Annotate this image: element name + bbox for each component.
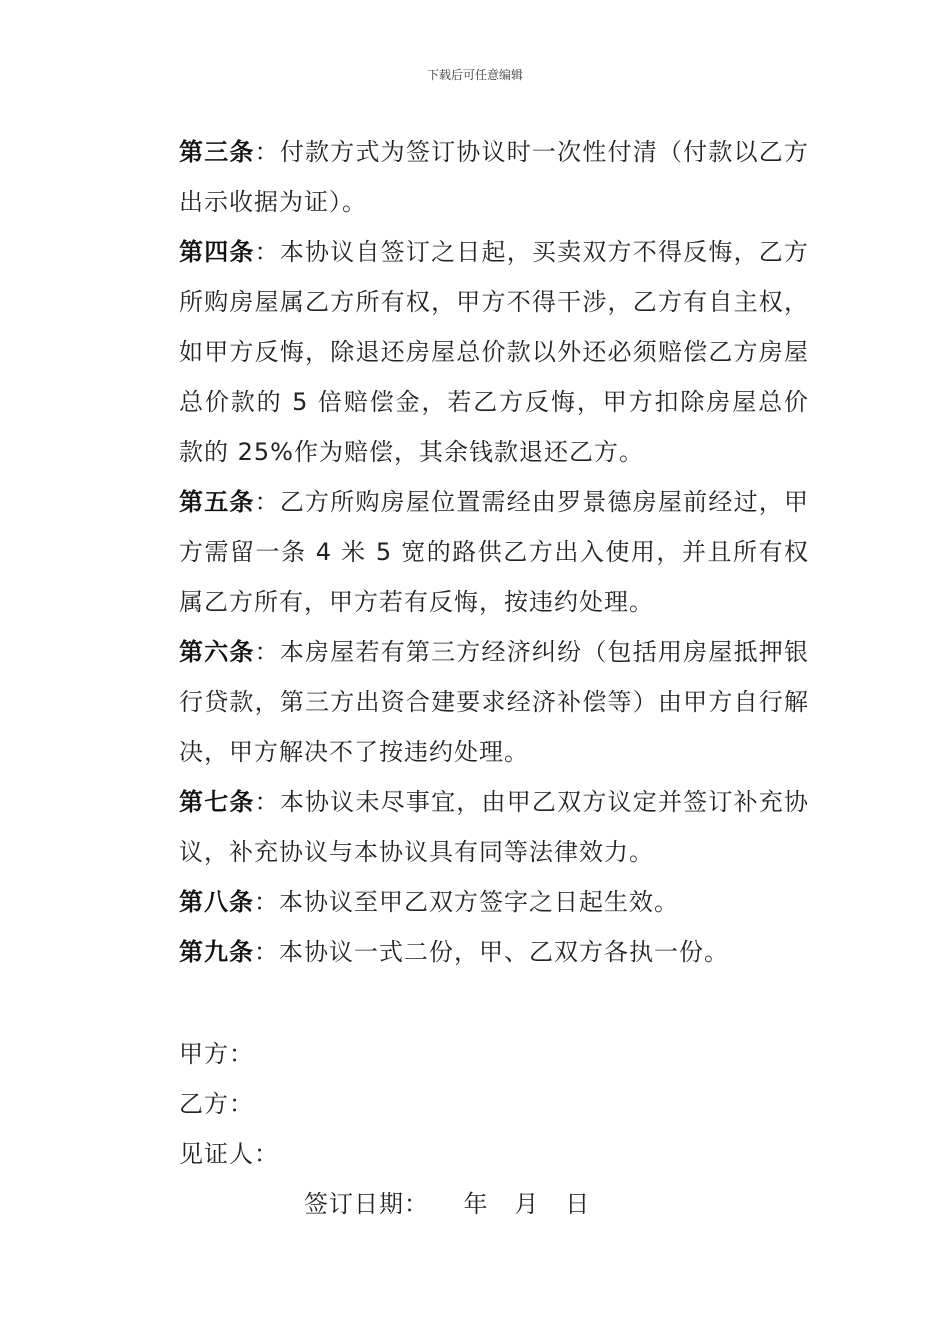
article-text: ：本协议一式二份，甲、乙双方各执一份。 [254, 938, 729, 966]
article-7 [179, 777, 809, 877]
article-6 [179, 627, 809, 777]
article-label: 第六条 [179, 638, 255, 666]
article-3 [179, 127, 809, 227]
article-5 [179, 477, 809, 627]
page-header: 下载后可任意编辑 [426, 68, 523, 82]
article-text: ：付款方式为签订协议时一次性付清（付款以乙方出示收据为证）。 [179, 138, 809, 216]
signature-block [179, 1029, 809, 1229]
article-9 [179, 927, 809, 977]
article-4 [179, 227, 809, 477]
article-text: ：乙方所购房屋位置需经由罗景德房屋前经过，甲方需留一条 4 米 5 宽的路供乙方出入使用，并且所有权属乙方所有，甲方若有反悔，按违约处理。 [179, 488, 809, 616]
article-text: ：本协议至甲乙双方签字之日起生效。 [254, 888, 679, 916]
article-text: ：本房屋若有第三方经济纠纷（包括用房屋抵押银行贷款，第三方出资合建要求经济补偿等）由甲方自行解决，甲方解决不了按违约处理。 [179, 638, 809, 766]
article-text: ：本协议自签订之日起，买卖双方不得反悔，乙方所购房屋属乙方所有权，甲方不得干涉，乙方有自主权，如甲方反悔，除退还房屋总价款以外还必须赔偿乙方房屋总价款的 5 倍赔偿金，若乙方反悔，甲方扣除房屋总价款的 25%作为赔偿，其余钱款退还乙方。 [179, 238, 809, 466]
article-label: 第八条 [179, 888, 254, 916]
article-label: 第七条 [179, 788, 255, 816]
article-label: 第九条 [179, 938, 254, 966]
article-text: ：本协议未尽事宜，由甲乙双方议定并签订补充协议，补充协议与本协议具有同等法律效力。 [179, 788, 809, 866]
party-a-signature: 甲方： [179, 1040, 254, 1068]
party-b-signature: 乙方： [179, 1090, 254, 1118]
signing-date: 签订日期： 年 月 日 [304, 1190, 591, 1218]
article-label: 第四条 [179, 238, 255, 266]
article-label: 第三条 [179, 138, 255, 166]
document-body [179, 127, 809, 1229]
article-8 [179, 877, 809, 927]
witness-signature: 见证人： [179, 1140, 279, 1168]
article-label: 第五条 [179, 488, 255, 516]
